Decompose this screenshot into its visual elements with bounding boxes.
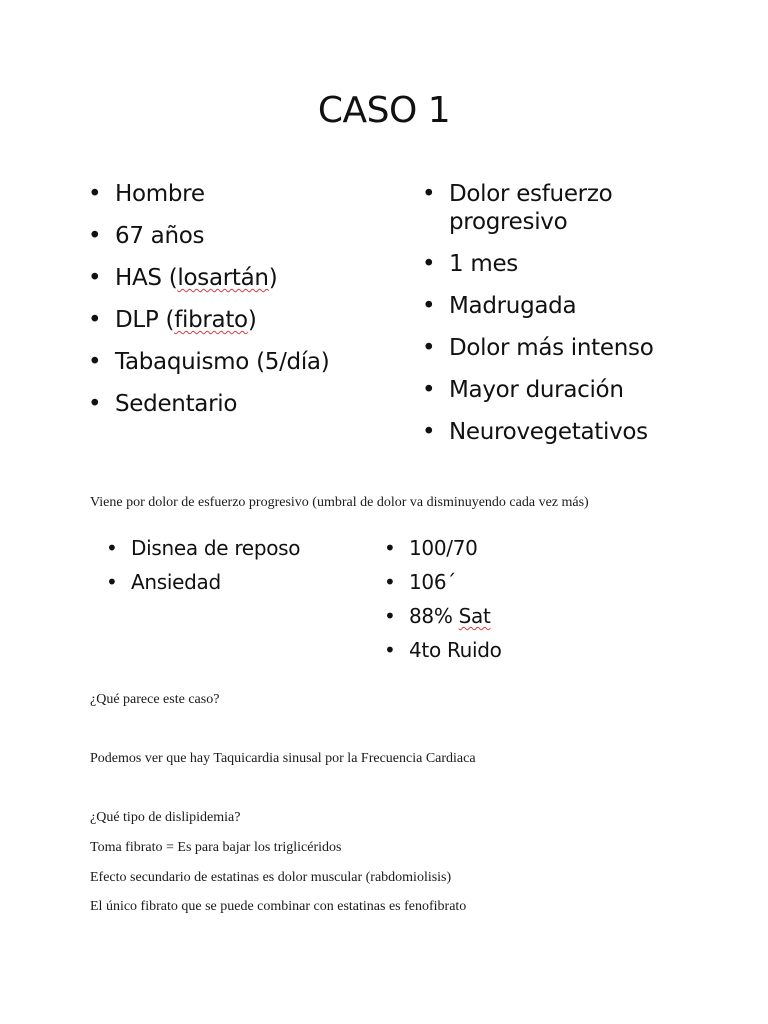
vitals-slide-image (88, 528, 518, 680)
list-item: • Dolor esfuerzo progresivo (422, 180, 639, 236)
paragraph: ¿Qué tipo de dislipidemia? (90, 810, 241, 825)
list-item: • DLP (fibrato) (88, 306, 329, 334)
list-item: • 100/70 (384, 536, 502, 560)
paragraph: ¿Qué parece este caso? (90, 692, 220, 707)
list-item: • Madrugada (422, 292, 653, 320)
sat-word: Sat (458, 604, 491, 628)
list-item: • Sedentario (88, 390, 329, 418)
list-item: • Hombre (88, 180, 329, 208)
vitals-list (384, 536, 502, 672)
losartan-word: losartán (177, 265, 269, 291)
list-item: • 106´ (384, 570, 502, 594)
slide-title: CASO 1 (317, 90, 451, 131)
list-item: • Mayor duración (422, 376, 653, 404)
paragraph: El único fibrato que se puede combinar con estatinas es fenofibrato (90, 899, 467, 914)
list-item: • Dolor más intenso (422, 334, 653, 362)
paragraph: Podemos ver que hay Taquicardia sinusal por la Frecuencia Cardiaca (90, 751, 476, 766)
symptom-list (422, 180, 653, 460)
list-item: • Disnea de reposo (106, 536, 300, 560)
list-item: • 1 mes (422, 250, 653, 278)
list-item: • Ansiedad (106, 570, 300, 594)
has-label: HAS ( (115, 265, 178, 291)
list-item: • 4to Ruido (384, 638, 502, 662)
list-item: • Neurovegetativos (422, 418, 653, 446)
patient-data-list (88, 180, 329, 432)
list-item: • 88% Sat (384, 604, 502, 628)
paragraph: Viene por dolor de esfuerzo progresivo (umbral de dolor va disminuyendo cada vez más) (90, 495, 589, 510)
paragraph: Efecto secundario de estatinas es dolor muscular (rabdomiolisis) (90, 870, 452, 885)
symptom-list-2 (106, 536, 300, 604)
list-item: • HAS (losartán) (88, 264, 329, 292)
list-item: • 67 años (88, 222, 329, 250)
paragraph: Toma fibrato = Es para bajar los triglicéridos (90, 840, 342, 855)
list-item: • Tabaquismo (5/día) (88, 348, 329, 376)
fibrato-word: fibrato (174, 307, 248, 333)
case-slide-image (88, 88, 680, 476)
